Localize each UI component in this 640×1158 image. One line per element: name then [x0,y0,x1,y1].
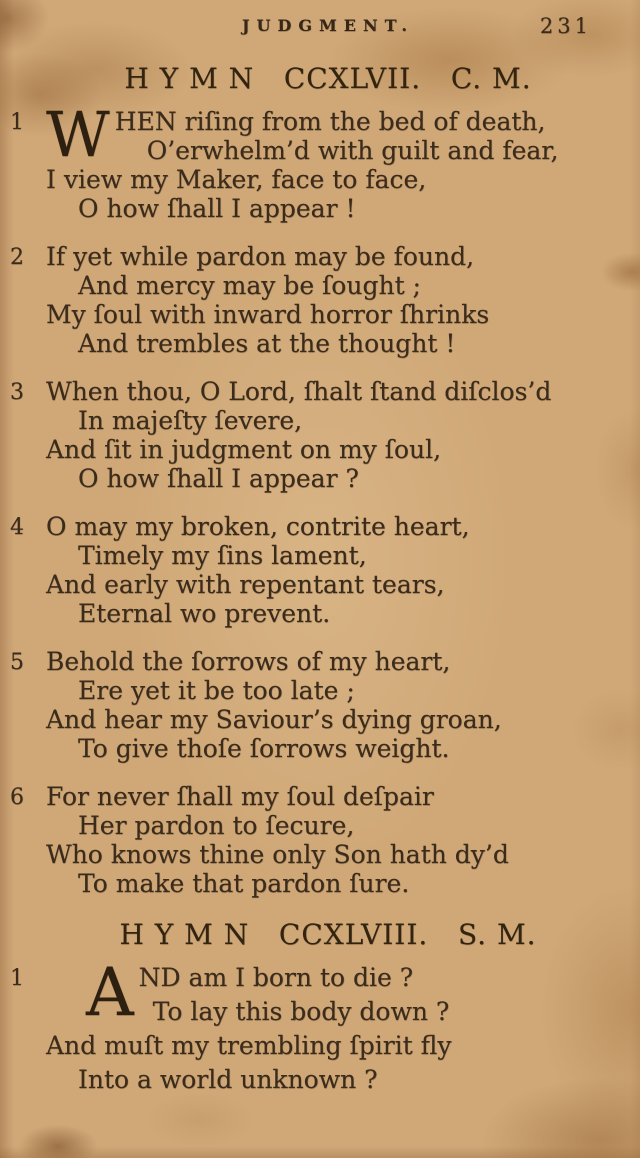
verse-line: And early with repentant tears, [46,570,445,599]
verse-number: 1 [10,966,24,991]
hymn-247-verse-3 [10,377,610,493]
hymn-247-verse-1 [10,98,610,223]
verse-number: 1 [10,110,24,135]
verse-line: My ſoul with inward horror ſhrinks [46,300,490,329]
verse-line: Who knows thine only Son hath dy’d [46,840,509,869]
running-head-section-title: JUDGMENT. [241,16,414,35]
drop-cap-letter: A [86,954,134,1031]
verse-line: And muſt my trembling ſpirit fly [46,1031,452,1060]
verse-line: In majeſty ſevere, [78,406,303,435]
verse-line: O how ſhall I appear ? [78,464,359,493]
verse-line: Her pardon to ſecure, [78,811,355,840]
verse-line: HEN riſing from the bed of death, [114,107,546,136]
hymn-248-heading: H Y M N CCXLVIII. S. M. [119,918,537,951]
verse-number: 5 [10,650,24,675]
verse-line: And trembles at the thought ! [78,329,456,358]
verse-line: And hear my Saviour’s dying groan, [46,705,502,734]
drop-cap-letter: W [46,98,110,171]
verse-line: Behold the ſorrows of my heart, [46,647,451,676]
page-number: 231 [539,14,592,38]
verse-number: 4 [10,515,24,540]
hymn-247-verse-4 [10,512,610,628]
verse-line: Timely my ſins lament, [78,541,367,570]
hymn-248-verse-1 [10,954,610,1097]
verse-line: To give thoſe ſorrows weight. [78,734,450,763]
verse-line: To make that pardon ſure. [78,869,410,898]
verse-line: O’erwhelm’d with guilt and fear, [146,136,559,165]
hymn-247-verse-5 [10,647,610,763]
verse-line: I view my Maker, face to face, [46,165,427,194]
verse-line: When thou, O Lord, ſhalt ſtand diſclos’d [46,377,552,406]
verse-line: For never ſhall my ſoul deſpair [46,782,434,811]
verse-number: 6 [10,785,24,810]
verse-line: ND am I born to die ? [138,963,414,992]
verse-line: Eternal wo prevent. [78,599,331,628]
verse-line: Into a world unknown ? [78,1065,378,1094]
hymn-247-heading: H Y M N CCXLVII. C. M. [124,62,532,95]
hymn-247-verse-2 [10,242,610,358]
verse-line: O may my broken, contrite heart, [46,512,470,541]
verse-number: 2 [10,245,24,270]
verse-line: O how ſhall I appear ! [78,194,356,223]
verse-line: To lay this body down ? [152,997,450,1026]
verse-number: 3 [10,380,24,405]
verse-line: And ſit in judgment on my ſoul, [46,435,442,464]
verse-line: If yet while pardon may be found, [46,242,475,271]
verse-line: And mercy may be ſought ; [78,271,421,300]
page-header [46,16,610,48]
verse-line: Ere yet it be too late ; [78,676,355,705]
hymn-247-verse-6 [10,782,610,898]
